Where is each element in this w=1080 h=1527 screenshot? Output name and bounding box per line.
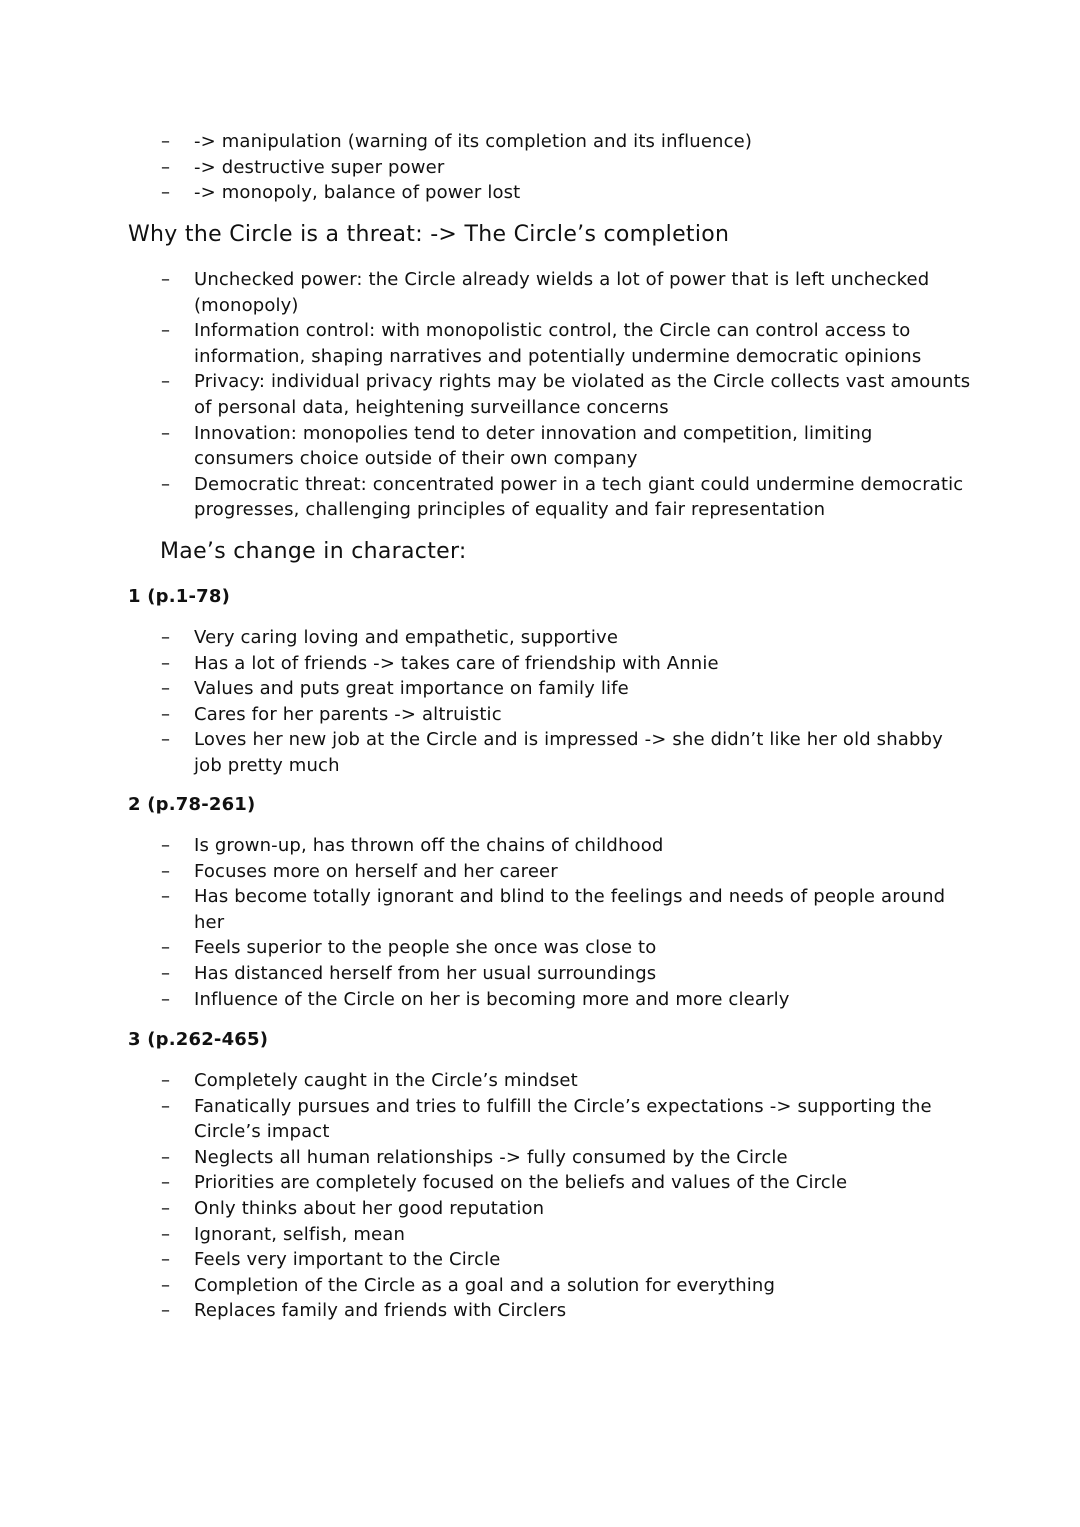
dash-bullet: – (161, 1300, 171, 1322)
list-item (161, 318, 974, 369)
list-item-text: Ignorant, selfish, mean (194, 1223, 406, 1245)
list-item (161, 676, 974, 702)
dash-bullet: – (161, 962, 171, 984)
dash-bullet: – (161, 652, 171, 674)
dash-bullet: – (161, 1223, 171, 1245)
dash-bullet: – (161, 422, 171, 444)
threat-heading: Why the Circle is a threat: -> The Circle’s completion (128, 222, 730, 247)
list-item (161, 1145, 974, 1171)
list-item (161, 1094, 974, 1145)
phase-list (161, 833, 974, 1012)
list-item-text: Neglects all human relationships -> fully consumed by the Circle (194, 1146, 788, 1168)
list-item (161, 727, 974, 778)
dash-bullet: – (161, 886, 171, 908)
dash-bullet: – (161, 703, 171, 725)
dash-bullet: – (161, 1070, 171, 1091)
list-item-text: Fanatically pursues and tries to fulfill the Circle’s expectations -> supporting the Circle’s impact (194, 1095, 932, 1143)
dash-bullet: – (161, 988, 171, 1010)
dash-bullet: – (161, 182, 171, 204)
list-item-text: Has a lot of friends -> takes care of friendship with Annie (194, 652, 719, 674)
list-item-text: Has distanced herself from her usual surroundings (194, 962, 657, 984)
phase-list (161, 625, 974, 779)
list-item (161, 859, 974, 885)
list-item (161, 1273, 974, 1299)
list-item-text: Replaces family and friends with Circlers (194, 1300, 567, 1322)
list-item-text: Privacy: individual privacy rights may be violated as the Circle collects vast amounts of personal data, heightening surveillance concerns (194, 371, 971, 418)
list-item-text: Only thinks about her good reputation (194, 1197, 545, 1219)
list-item (161, 1247, 974, 1273)
dash-bullet: – (161, 729, 171, 751)
list-item (161, 961, 974, 987)
list-item-text: Completion of the Circle as a goal and a solution for everything (194, 1274, 776, 1296)
list-item (161, 833, 974, 859)
list-item (161, 369, 974, 420)
list-item-text: Democratic threat: concentrated power in a tech giant could undermine democratic progresses, challenging principles of equality and fair representation (194, 473, 964, 521)
dash-bullet: – (161, 1197, 171, 1219)
list-item-text: Loves her new job at the Circle and is impressed -> she didn’t like her old shabby job pretty much (194, 729, 943, 776)
dash-bullet: – (161, 1095, 171, 1117)
list-item (161, 129, 994, 155)
dash-bullet: – (161, 937, 171, 959)
dash-bullet: – (161, 269, 171, 290)
list-item (161, 180, 994, 206)
list-item (161, 702, 974, 728)
list-item (161, 651, 974, 677)
dash-bullet: – (161, 371, 171, 393)
dash-bullet: – (161, 156, 171, 178)
list-item-text: -> monopoly, balance of power lost (194, 182, 521, 204)
list-item-text: Information control: with monopolistic control, the Circle can control access to information, shaping narratives and potentially undermine democratic opinions (194, 320, 922, 367)
list-item-text: Influence of the Circle on her is becoming more and more clearly (194, 988, 790, 1010)
dash-bullet: – (161, 473, 171, 495)
list-item-text: Has become totally ignorant and blind to the feelings and needs of people around her (194, 886, 946, 933)
phase-title: 2 (p.78-261) (128, 794, 256, 815)
list-item-text: Unchecked power: the Circle already wields a lot of power that is left unchecked (monopoly) (194, 269, 930, 316)
list-item-text: Feels superior to the people she once was close to (194, 937, 657, 959)
list-item (161, 1222, 974, 1248)
dash-bullet: – (161, 1249, 171, 1271)
list-item (161, 421, 974, 472)
list-item (161, 884, 974, 935)
list-item-text: Priorities are completely focused on the beliefs and values of the Circle (194, 1172, 848, 1194)
dash-bullet: – (161, 678, 171, 700)
list-item (161, 1298, 974, 1324)
list-item (161, 987, 974, 1013)
phase-list (161, 1068, 974, 1324)
dash-bullet: – (161, 627, 171, 648)
list-item (161, 1196, 974, 1222)
dash-bullet: – (161, 320, 171, 342)
list-item-text: Values and puts great importance on family life (194, 678, 629, 700)
dash-bullet: – (161, 131, 171, 152)
dash-bullet: – (161, 1274, 171, 1296)
list-item-text: Completely caught in the Circle’s mindset (194, 1070, 578, 1091)
list-item-text: -> destructive super power (194, 156, 445, 178)
list-item (161, 1068, 974, 1094)
dash-bullet: – (161, 1146, 171, 1168)
phase-title: 1 (p.1-78) (128, 586, 231, 607)
dash-bullet: – (161, 835, 171, 856)
list-item-text: Very caring loving and empathetic, supportive (194, 627, 619, 648)
dash-bullet: – (161, 860, 171, 882)
list-item-text: Innovation: monopolies tend to deter innovation and competition, limiting consumers choice outside of their own company (194, 422, 873, 470)
list-item (161, 1170, 974, 1196)
list-item-text: Is grown-up, has thrown off the chains of childhood (194, 835, 664, 856)
threat-list (161, 267, 974, 523)
list-item (161, 155, 994, 181)
list-item (161, 625, 974, 651)
list-item-text: Focuses more on herself and her career (194, 860, 558, 882)
list-item-text: Cares for her parents -> altruistic (194, 703, 502, 725)
phase-title: 3 (p.262-465) (128, 1029, 269, 1050)
list-item (161, 472, 974, 523)
list-item-text: -> manipulation (warning of its completion and its influence) (194, 131, 753, 152)
character-heading: Mae’s change in character: (160, 539, 467, 564)
list-item-text: Feels very important to the Circle (194, 1249, 501, 1271)
list-item (161, 935, 974, 961)
intro-list (161, 129, 994, 206)
dash-bullet: – (161, 1172, 171, 1194)
list-item (161, 267, 974, 318)
